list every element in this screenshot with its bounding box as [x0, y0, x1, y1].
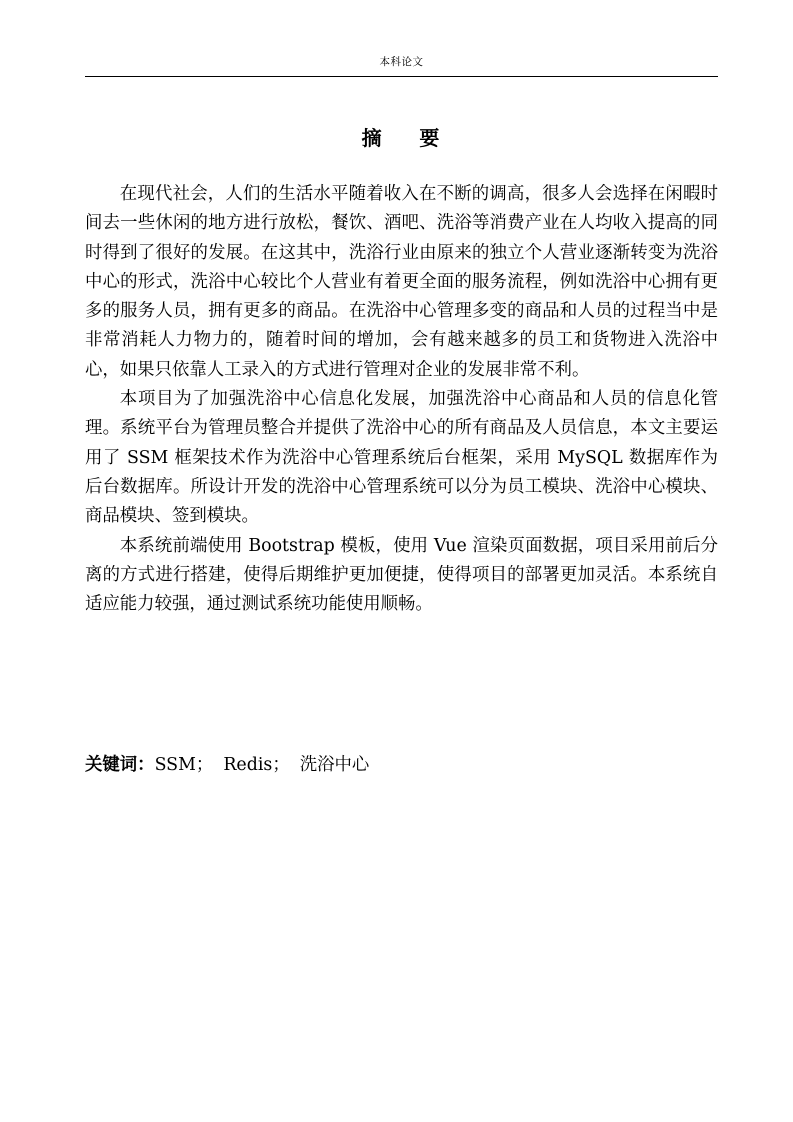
keyword-item: Redis；: [223, 755, 290, 775]
abstract-body: [85, 180, 718, 619]
abstract-paragraph-3: 本系统前端使用 Bootstrap 模板，使用 Vue 渲染页面数据，项目采用前后分离的方式进行搭建，使得后期维护更加便捷，使得项目的部署更加灵活。本系统自适应能力较强，通过测试系统功能使用顺畅。: [85, 535, 718, 615]
keywords-line: [85, 751, 718, 780]
running-header: 本科论文: [379, 56, 424, 68]
abstract-paragraph-2: 本项目为了加强洗浴中心信息化发展，加强洗浴中心商品和人员的信息化管理。系统平台为管理员整合并提供了洗浴中心的所有商品及人员信息，本文主要运用了 SSM 框架技术作为洗浴中心管理系统后台框架，采用 MySQL 数据库作为后台数据库。所设计开发的洗浴中心管理系统可以分为员工模块、洗浴中心模块、商品模块、签到模块。: [85, 389, 718, 527]
keyword-item: 洗浴中心: [299, 755, 370, 775]
abstract-paragraph-1: 在现代社会，人们的生活水平随着收入在不断的调高，很多人会选择在闲暇时间去一些休闲的地方进行放松，餐饮、酒吧、洗浴等消费产业在人均收入提高的同时得到了很好的发展。在这其中，洗浴行业由原来的独立个人营业逐渐转变为洗浴中心的形式，洗浴中心较比个人营业有着更全面的服务流程，例如洗浴中心拥有更多的服务人员，拥有更多的商品。在洗浴中心管理多变的商品和人员的过程当中是非常消耗人力物力的，随着时间的增加，会有越来越多的员工和货物进入洗浴中心，如果只依靠人工录入的方式进行管理对企业的发展非常不利。: [85, 184, 718, 380]
keyword-item: SSM；: [154, 755, 214, 775]
abstract-title: 摘 要: [361, 126, 442, 150]
header-rule: [85, 76, 718, 77]
keywords-label: 关键词：: [85, 755, 155, 775]
